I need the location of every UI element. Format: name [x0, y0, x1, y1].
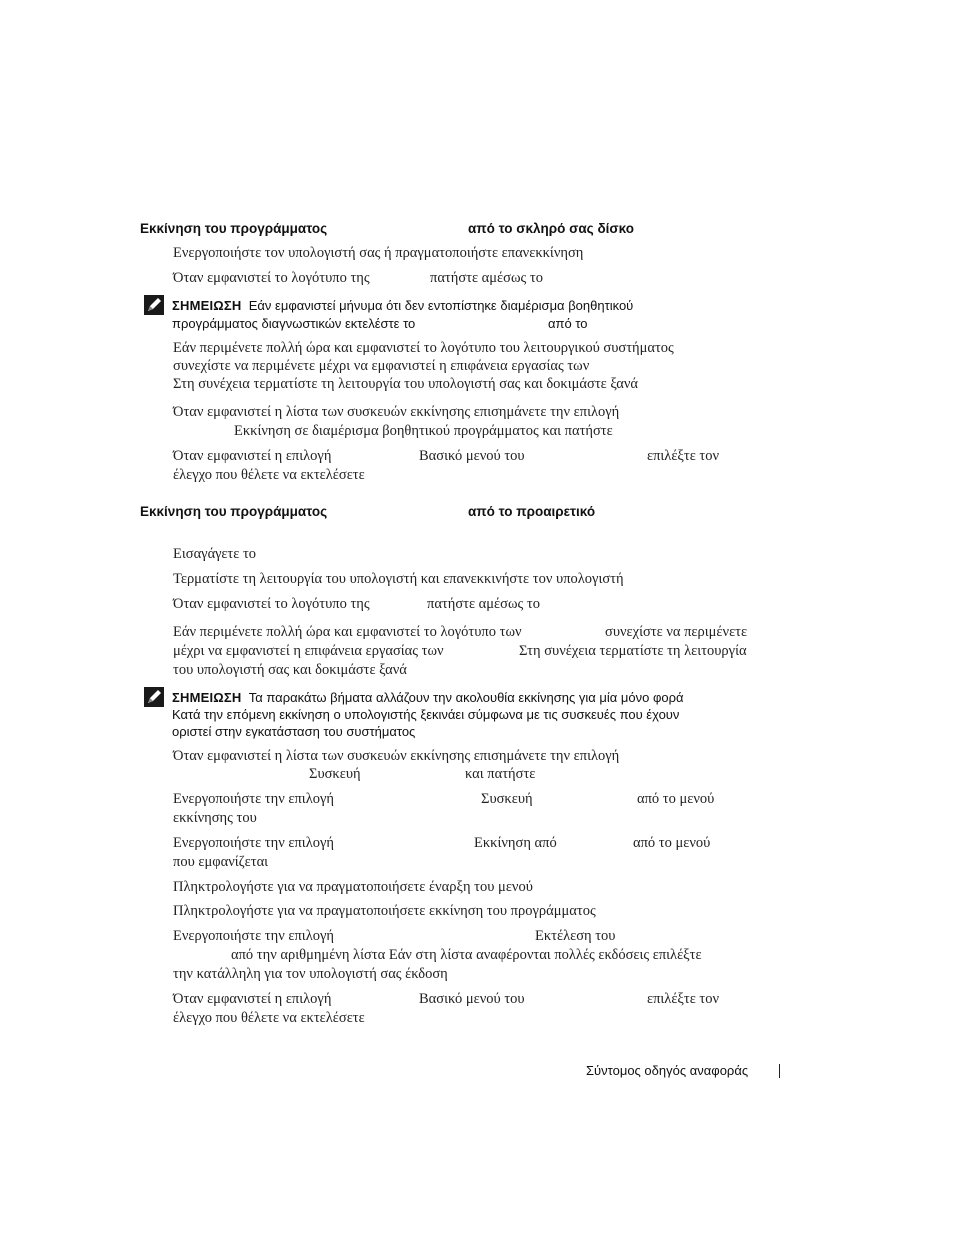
s2-note-label: ΣΗΜΕΙΩΣΗ [172, 690, 242, 705]
section1-heading-left: Εκκίνηση του προγράμματος [140, 221, 328, 236]
s1-note-line2-b: από το [548, 316, 588, 331]
s2-step6-b: Εκκίνηση από [474, 835, 557, 851]
s2-step9-line3: την κατάλληλη για τον υπολογιστή σας έκδοση [173, 966, 448, 982]
s2-step1: Εισαγάγετε το [173, 546, 257, 562]
s1-wait-line2: συνεχίστε να περιμένετε μέχρι να εμφανιστεί η επιφάνεια εργασίας των [173, 358, 590, 374]
s2-step6-line2: που εμφανίζεται [173, 854, 269, 870]
s1-step2-b: πατήστε αμέσως το [430, 270, 543, 286]
footer-title: Σύντομος οδηγός αναφοράς [586, 1063, 749, 1078]
s1-note-text1: Εάν εμφανιστεί μήνυμα ότι δεν εντοπίστηκε διαμέρισμα βοηθητικού [248, 298, 634, 313]
s2-step10-a: Όταν εμφανιστεί η επιλογή [173, 991, 332, 1007]
s1-wait-line1: Εάν περιμένετε πολλή ώρα και εμφανιστεί το λογότυπο του λειτουργικού συστήματος [173, 340, 674, 356]
s2-step10-line2: έλεγχο που θέλετε να εκτελέσετε [173, 1010, 365, 1026]
s2-step3-a: Όταν εμφανιστεί το λογότυπο της [173, 596, 370, 612]
s1-step4-a: Όταν εμφανιστεί η επιλογή [173, 448, 332, 464]
section1-heading [140, 221, 327, 236]
s2-step5-b: Συσκευή [481, 791, 533, 807]
note-pencil-icon [144, 295, 164, 315]
s2-wait-line1-a: Εάν περιμένετε πολλή ώρα και εμφανιστεί το λογότυπο των [173, 624, 522, 640]
s1-step4-c: επιλέξτε τον [647, 448, 720, 464]
s2-wait-line2-a: μέχρι να εμφανιστεί η επιφάνεια εργασίας των [173, 643, 444, 659]
s1-step2-a: Όταν εμφανιστεί το λογότυπο της [173, 270, 370, 286]
s2-step10-c: επιλέξτε τον [647, 991, 720, 1007]
s2-step9-line2: από την αριθμημένη λίστα Εάν στη λίστα αναφέρονται πολλές εκδόσεις επιλέξτε [231, 947, 702, 963]
s2-step3-b: πατήστε αμέσως το [427, 596, 540, 612]
s2-step4-line2-a: Συσκευή [309, 766, 361, 782]
s2-step5-a: Ενεργοποιήστε την επιλογή [173, 791, 334, 807]
note-pencil-icon [144, 687, 164, 707]
s1-note-line2-a: προγράμματος διαγνωστικών εκτελέστε το [172, 316, 416, 331]
s1-note-label: ΣΗΜΕΙΩΣΗ [172, 298, 242, 313]
s1-step3-line2: Εκκίνηση σε διαμέρισμα βοηθητικού προγράμματος και πατήστε [234, 423, 613, 439]
s2-step2: Τερματίστε τη λειτουργία του υπολογιστή και επανεκκινήστε τον υπολογιστή [173, 571, 624, 587]
footer-divider [779, 1064, 780, 1078]
s2-step4-line2-b: και πατήστε [465, 766, 536, 782]
s2-step9-a: Ενεργοποιήστε την επιλογή [173, 928, 334, 944]
s2-step10-b: Βασικό μενού του [419, 991, 525, 1007]
s2-step6-c: από το μενού [633, 835, 711, 851]
section2-heading-right: από το προαιρετικό [468, 504, 596, 519]
s2-step4-line1: Όταν εμφανιστεί η λίστα των συσκευών εκκίνησης επισημάνετε την επιλογή [173, 748, 620, 764]
s2-step8: Πληκτρολογήστε για να πραγματοποιήσετε εκκίνηση του προγράμματος [173, 903, 596, 919]
s2-step7: Πληκτρολογήστε για να πραγματοποιήσετε έναρξη του μενού [173, 879, 533, 895]
s2-note-line3: οριστεί στην εγκατάσταση του συστήματος [172, 724, 416, 739]
s2-step6-a: Ενεργοποιήστε την επιλογή [173, 835, 334, 851]
s2-note-line2: Κατά την επόμενη εκκίνηση ο υπολογιστής ξεκινάει σύμφωνα με τις συσκευές που έχουν [172, 707, 680, 722]
s2-wait-line1-b: συνεχίστε να περιμένετε [605, 624, 748, 640]
s2-step9-b: Εκτέλεση του [535, 928, 616, 944]
s2-wait-line3: του υπολογιστή σας και δοκιμάστε ξανά [173, 662, 407, 678]
section1-heading-right: από το σκληρό σας δίσκο [468, 221, 634, 236]
s1-step4-b: Βασικό μενού του [419, 448, 525, 464]
s1-step4-line2: έλεγχο που θέλετε να εκτελέσετε [173, 467, 365, 483]
section2-heading-left: Εκκίνηση του προγράμματος [140, 504, 328, 519]
s1-wait-line3: Στη συνέχεια τερματίστε τη λειτουργία του υπολογιστή σας και δοκιμάστε ξανά [173, 376, 639, 392]
s1-note-line1 [172, 297, 633, 314]
s2-step5-line2: εκκίνησης του [173, 810, 257, 826]
s2-note-line1 [172, 689, 684, 706]
s2-wait-line2-b: Στη συνέχεια τερματίστε τη λειτουργία [519, 643, 747, 659]
s1-step3-line1: Όταν εμφανιστεί η λίστα των συσκευών εκκίνησης επισημάνετε την επιλογή [173, 404, 620, 420]
s2-note-text1: Τα παρακάτω βήματα αλλάζουν την ακολουθία εκκίνησης για μία μόνο φορά [248, 690, 684, 705]
s1-step1: Ενεργοποιήστε τον υπολογιστή σας ή πραγματοποιήστε επανεκκίνηση [173, 245, 584, 261]
s2-step5-c: από το μενού [637, 791, 715, 807]
